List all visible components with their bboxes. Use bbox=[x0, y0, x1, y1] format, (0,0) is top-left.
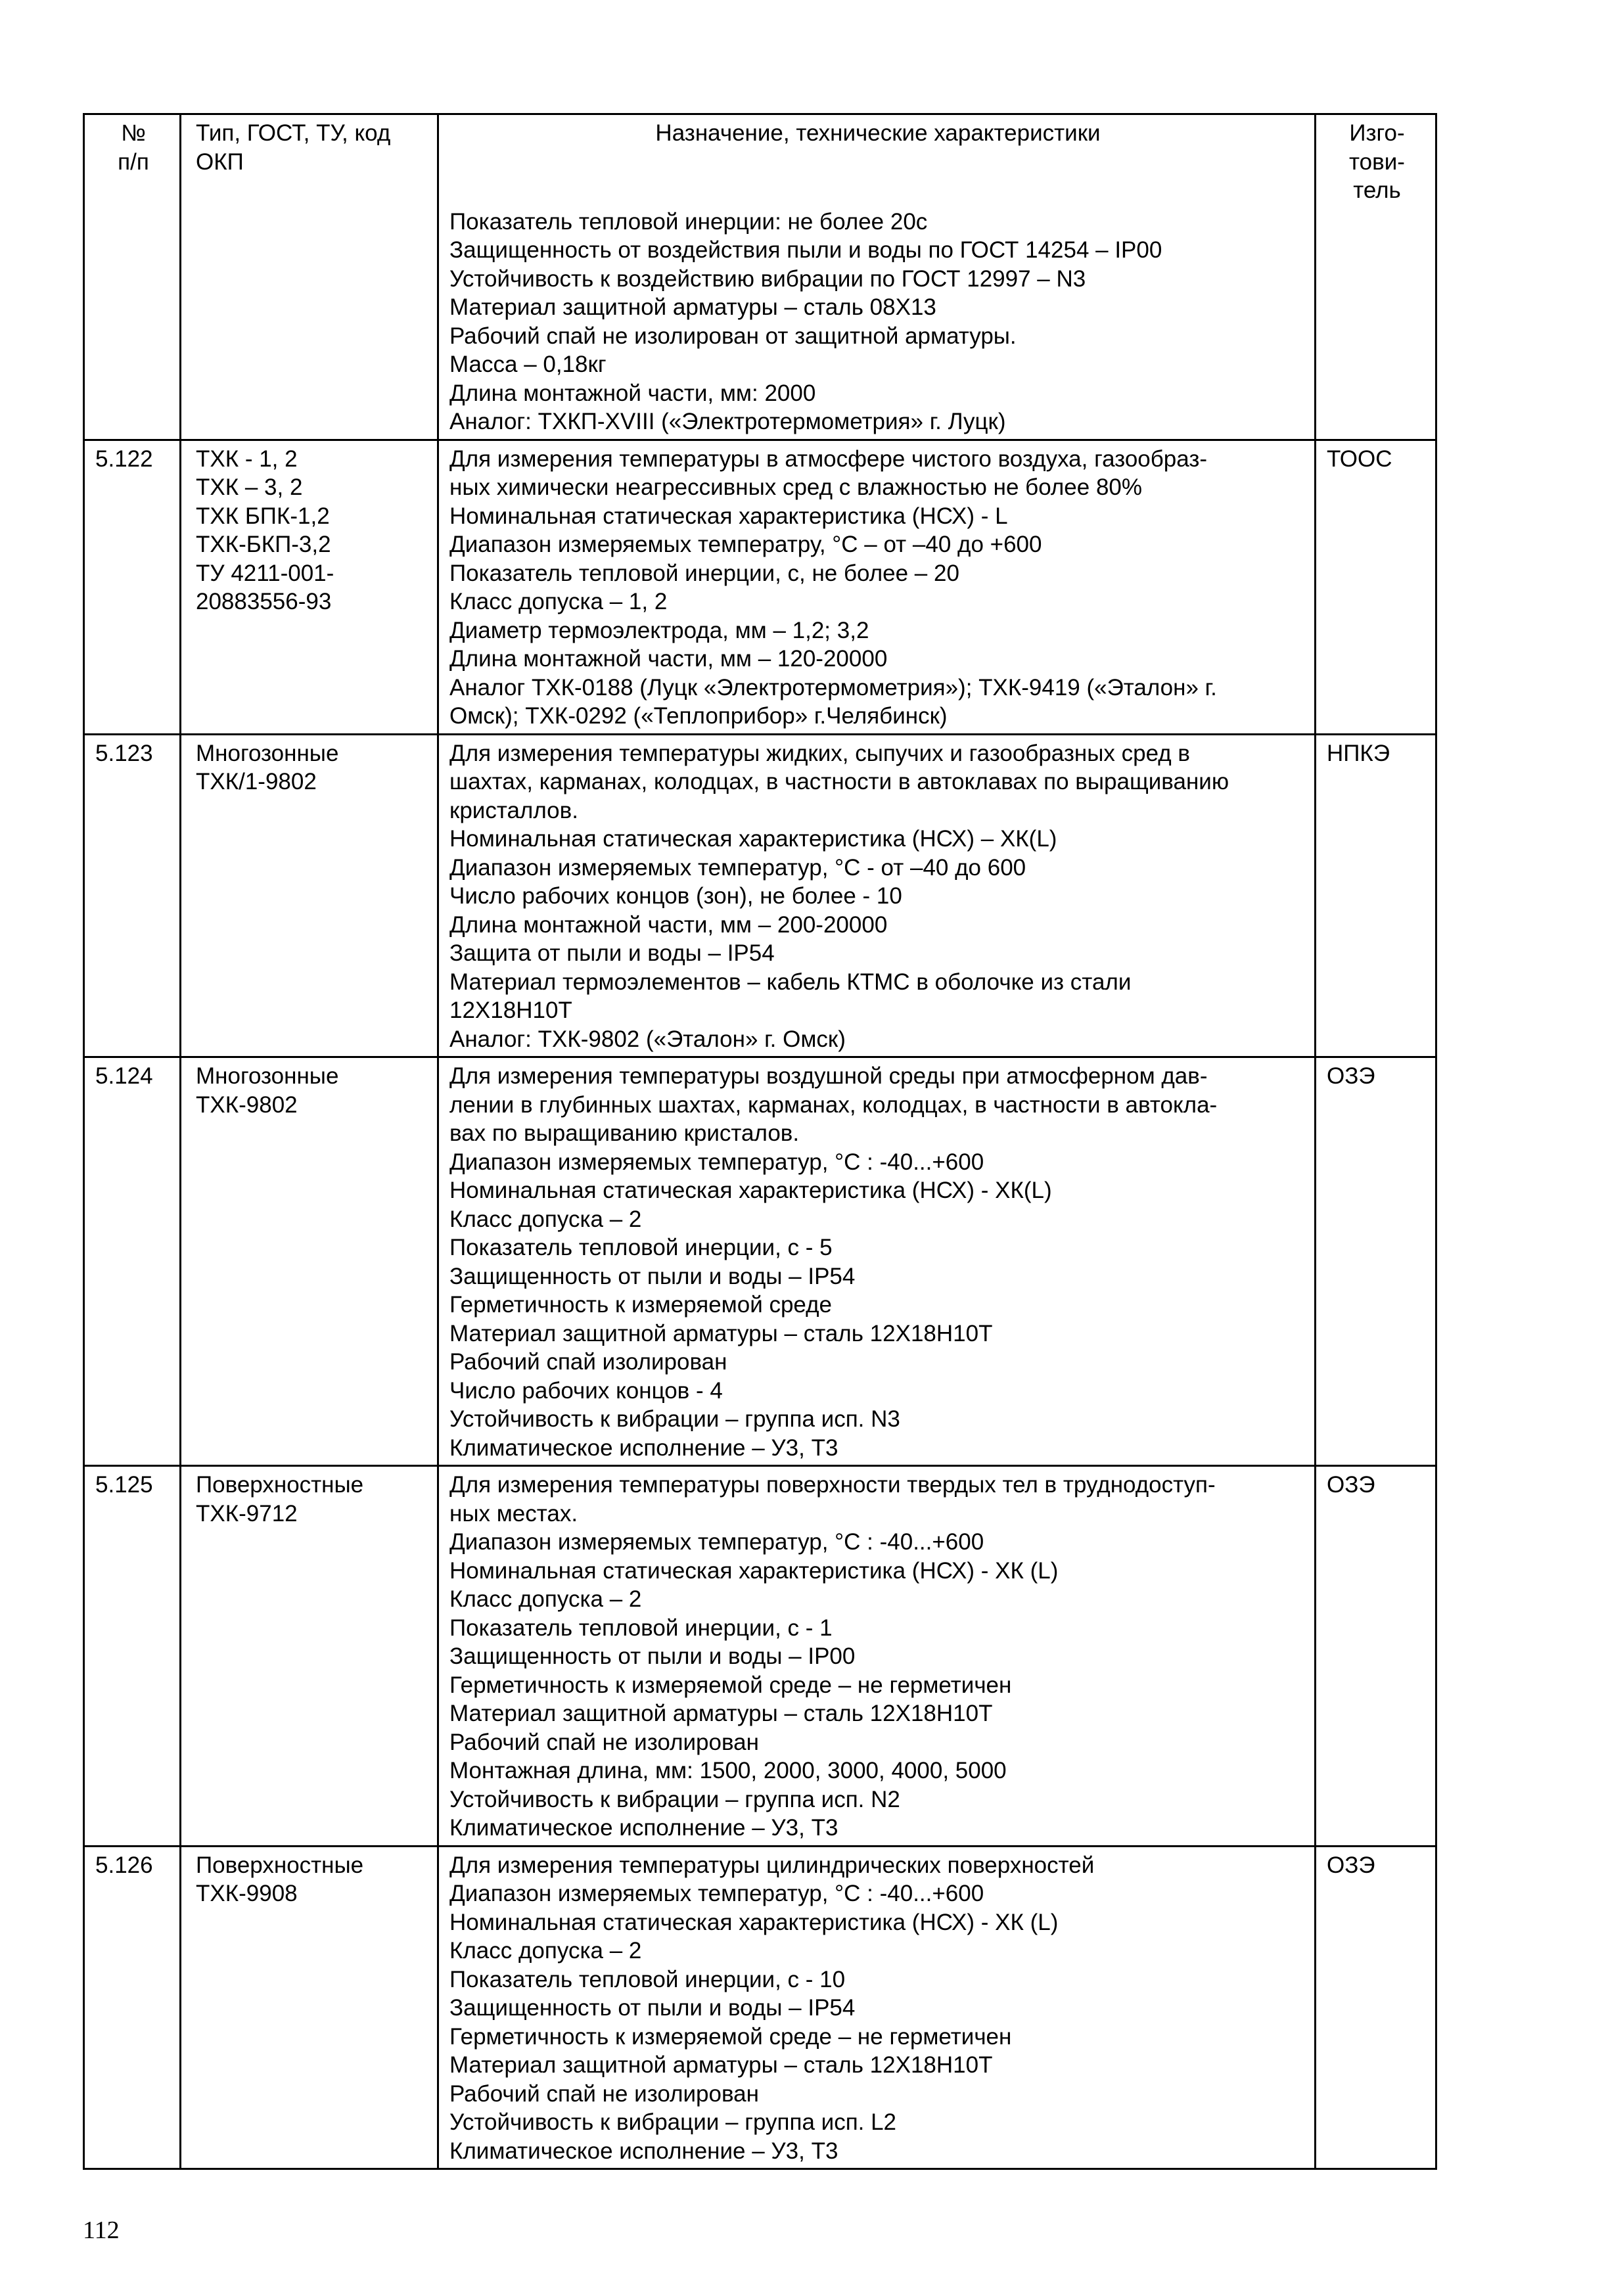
description-line: Защищенность от воздействия пыли и воды по ГОСТ 14254 – IP00 bbox=[449, 237, 1162, 263]
table-body bbox=[84, 208, 1436, 2169]
type-line: ТХК-9802 bbox=[196, 1091, 298, 1118]
description-line: Номинальная статическая характеристика (НСХ) - ХК(L) bbox=[449, 1178, 1052, 1203]
table-header-row bbox=[84, 114, 1436, 208]
description-line: Рабочий спай не изолирован от защитной арматуры. bbox=[449, 323, 1017, 349]
header-type: Тип, ГОСТ, ТУ, код ОКП bbox=[181, 114, 438, 208]
description-line: Диапазон измеряемых температур, °С - от –40 до 600 bbox=[449, 854, 1026, 881]
description-line: Диаметр термоэлектрода, мм – 1,2; 3,2 bbox=[449, 617, 869, 643]
row-number: 5.123 bbox=[84, 734, 181, 1057]
row-type bbox=[181, 1846, 438, 2169]
description-line: Устойчивость к воздействию вибрации по ГОСТ 12997 – N3 bbox=[449, 265, 1086, 292]
description-line: Монтажная длина, мм: 1500, 2000, 3000, 4000, 5000 bbox=[449, 1758, 1007, 1783]
description-line: Номинальная статическая характеристика (НСХ) – ХК(L) bbox=[449, 826, 1057, 852]
row-maker bbox=[1316, 208, 1436, 440]
description-line: Защищенность от пыли и воды – IP00 bbox=[449, 1643, 856, 1669]
description-line: шахтах, карманах, колодцах, в частности в автоклавах по выращиванию bbox=[449, 769, 1229, 794]
row-type bbox=[181, 1466, 438, 1847]
type-line: ТХК/1-9802 bbox=[196, 769, 317, 794]
table-row bbox=[84, 734, 1436, 1057]
type-line: Поверхностные bbox=[196, 1852, 364, 1878]
description-line: Устойчивость к вибрации – группа исп. L2 bbox=[449, 2109, 897, 2135]
description-line: Номинальная статическая характеристика (НСХ) - ХК (L) bbox=[449, 1557, 1059, 1584]
description-line: Герметичность к измеряемой среде bbox=[449, 1292, 833, 1318]
description-line: Диапазон измеряемых температур, °С : -40...+600 bbox=[449, 1529, 984, 1555]
description-line: Аналог ТХК-0188 (Луцк «Электротермометрия»); ТХК-9419 («Эталон» г. bbox=[449, 674, 1217, 700]
description-line: Класс допуска – 2 bbox=[449, 1586, 642, 1612]
description-line: Для измерения температуры воздушной среды при атмосферном дав- bbox=[449, 1063, 1208, 1089]
page-number: 112 bbox=[83, 2216, 120, 2244]
table-row bbox=[84, 1466, 1436, 1847]
description-line: Аналог: ТХКП-XVIII («Электротермометрия» г. Луцк) bbox=[449, 409, 1006, 434]
table-row bbox=[84, 1057, 1436, 1466]
description-line: Герметичность к измеряемой среде – не герметичен bbox=[449, 1672, 1012, 1698]
description-line: Длина монтажной части, мм: 2000 bbox=[449, 380, 816, 406]
type-line: ТУ 4211-001- bbox=[196, 560, 334, 586]
description-line: Материал термоэлементов – кабель КТМС в оболочке из стали bbox=[449, 969, 1132, 995]
description-line: лении в глубинных шахтах, карманах, колодцах, в частности в автокла- bbox=[449, 1091, 1218, 1118]
description-line: Класс допуска – 2 bbox=[449, 1938, 642, 1963]
row-type bbox=[181, 440, 438, 734]
header-num: № п/п bbox=[84, 114, 181, 208]
description-line: Защищенность от пыли и воды – IP54 bbox=[449, 1995, 856, 2021]
description-line: ных местах. bbox=[449, 1500, 578, 1527]
description-line: Устойчивость к вибрации – группа исп. N2 bbox=[449, 1786, 900, 1812]
description-line: Номинальная статическая характеристика (НСХ) - ХК (L) bbox=[449, 1909, 1059, 1935]
row-maker: ОЗЭ bbox=[1316, 1846, 1436, 2169]
table-row bbox=[84, 440, 1436, 734]
row-maker: ТООС bbox=[1316, 440, 1436, 734]
type-line: ТХК – 3, 2 bbox=[196, 474, 303, 500]
description-line: Класс допуска – 2 bbox=[449, 1206, 642, 1232]
description-line: Диапазон измеряемых температур, °С : -40...+600 bbox=[449, 1149, 984, 1175]
row-number: 5.125 bbox=[84, 1466, 181, 1847]
row-number bbox=[84, 208, 181, 440]
description-line: кристаллов. bbox=[449, 797, 578, 823]
description-line: Показатель тепловой инерции, с - 1 bbox=[449, 1615, 833, 1641]
type-line: Поверхностные bbox=[196, 1472, 364, 1498]
type-line: ТХК-9712 bbox=[196, 1500, 298, 1527]
type-line: Многозонные bbox=[196, 740, 339, 766]
row-description bbox=[438, 208, 1316, 440]
description-line: Материал защитной арматуры – сталь 12Х18Н10Т bbox=[449, 2052, 993, 2078]
description-line: Показатель тепловой инерции, с, не более – 20 bbox=[449, 560, 959, 586]
type-line: ТХК-БКП-3,2 bbox=[196, 532, 331, 557]
row-description bbox=[438, 734, 1316, 1057]
row-description bbox=[438, 440, 1316, 734]
description-line: Масса – 0,18кг bbox=[449, 352, 607, 377]
description-line: Климатическое исполнение – У3, Т3 bbox=[449, 2138, 838, 2164]
description-line: Число рабочих концов - 4 bbox=[449, 1377, 723, 1404]
description-line: Материал защитной арматуры – сталь 12Х18Н10Т bbox=[449, 1320, 993, 1346]
description-line: Для измерения температуры в атмосфере чистого воздуха, газообраз- bbox=[449, 446, 1208, 472]
type-line: ТХК БПК-1,2 bbox=[196, 503, 330, 529]
description-line: Рабочий спай не изолирован bbox=[449, 2080, 759, 2107]
description-line: Рабочий спай не изолирован bbox=[449, 1729, 759, 1755]
description-line: Число рабочих концов (зон), не более - 10 bbox=[449, 883, 902, 909]
description-line: 12Х18Н10Т bbox=[449, 998, 572, 1023]
description-line: Материал защитной арматуры – сталь 08Х13 bbox=[449, 294, 936, 320]
description-line: ных химически неагрессивных сред с влажностью не более 80% bbox=[449, 474, 1143, 500]
table-row bbox=[84, 1846, 1436, 2169]
description-line: Материал защитной арматуры – сталь 12Х18Н10Т bbox=[449, 1701, 993, 1726]
row-type bbox=[181, 208, 438, 440]
description-line: Климатическое исполнение – У3, Т3 bbox=[449, 1815, 838, 1841]
description-line: Устойчивость к вибрации – группа исп. N3 bbox=[449, 1406, 900, 1432]
description-line: Герметичность к измеряемой среде – не герметичен bbox=[449, 2023, 1012, 2050]
description-line: Для измерения температуры жидких, сыпучих и газообразных сред в bbox=[449, 740, 1191, 766]
description-line: Номинальная статическая характеристика (НСХ) - L bbox=[449, 503, 1008, 529]
description-line: Аналог: ТХК-9802 («Эталон» г. Омск) bbox=[449, 1026, 846, 1052]
description-line: вах по выращиванию кристалов. bbox=[449, 1120, 800, 1146]
type-line: ТХК - 1, 2 bbox=[196, 446, 298, 472]
row-description bbox=[438, 1057, 1316, 1466]
description-line: Длина монтажной части, мм – 200-20000 bbox=[449, 911, 888, 938]
description-line: Для измерения температуры цилиндрических поверхностей bbox=[449, 1852, 1095, 1878]
description-line: Для измерения температуры поверхности твердых тел в труднодоступ- bbox=[449, 1472, 1216, 1498]
description-line: Диапазон измеряемых температру, °С – от –40 до +600 bbox=[449, 532, 1042, 557]
description-line: Показатель тепловой инерции, с - 10 bbox=[449, 1966, 846, 1992]
row-maker: ОЗЭ bbox=[1316, 1466, 1436, 1847]
header-maker: Изго- тови- тель bbox=[1316, 114, 1436, 208]
description-line: Класс допуска – 1, 2 bbox=[449, 589, 668, 614]
description-line: Длина монтажной части, мм – 120-20000 bbox=[449, 646, 888, 672]
description-line: Показатель тепловой инерции, с - 5 bbox=[449, 1235, 833, 1260]
description-line: Омск); ТХК-0292 («Теплоприбор» г.Челябинск) bbox=[449, 703, 948, 729]
row-description bbox=[438, 1846, 1316, 2169]
description-line: Защита от пыли и воды – IP54 bbox=[449, 940, 775, 966]
type-line: Многозонные bbox=[196, 1063, 339, 1089]
row-maker: НПКЭ bbox=[1316, 734, 1436, 1057]
row-type bbox=[181, 734, 438, 1057]
row-description bbox=[438, 1466, 1316, 1847]
type-line: 20883556-93 bbox=[196, 589, 332, 614]
description-line: Показатель тепловой инерции: не более 20с bbox=[449, 208, 928, 235]
description-line: Климатическое исполнение – У3, Т3 bbox=[449, 1435, 838, 1461]
row-type bbox=[181, 1057, 438, 1466]
row-number: 5.124 bbox=[84, 1057, 181, 1466]
row-number: 5.126 bbox=[84, 1846, 181, 2169]
specs-table bbox=[83, 113, 1437, 2170]
description-line: Защищенность от пыли и воды – IP54 bbox=[449, 1263, 856, 1289]
header-purpose: Назначение, технические характеристики bbox=[438, 114, 1316, 208]
description-line: Диапазон измеряемых температур, °С : -40...+600 bbox=[449, 1881, 984, 1906]
row-maker: ОЗЭ bbox=[1316, 1057, 1436, 1466]
row-number: 5.122 bbox=[84, 440, 181, 734]
table-row bbox=[84, 208, 1436, 440]
description-line: Рабочий спай изолирован bbox=[449, 1349, 727, 1375]
type-line: ТХК-9908 bbox=[196, 1881, 298, 1906]
